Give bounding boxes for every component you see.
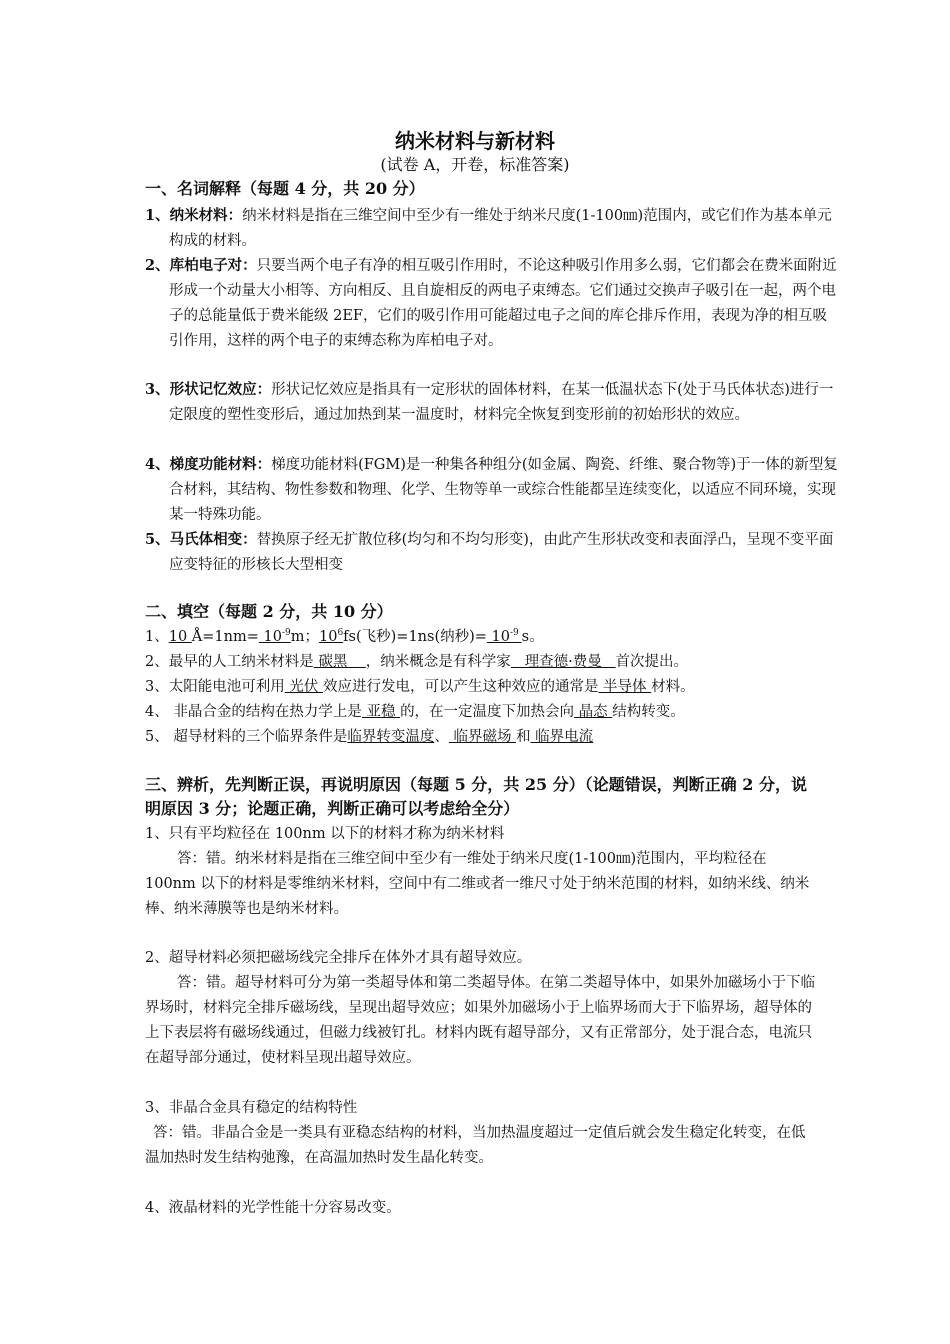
definition-term: 3、形状记忆效应： (145, 381, 272, 398)
definition-text: 只要当两个电子有净的相互吸引作用时，不论这种吸引作用多么弱，它们都会在费米面附近形成一个动量大小相等、方向相反、且自旋相反的两电子束缚态。它们通过交换声子吸引在一起，两个电子的总能量低于费米能级 2EF，它们的吸引作用可能超过电子之间的库仑排斥作用，表现为净的相互吸引作用，这样的两个电子的束缚态称为库柏电子对。 (169, 258, 837, 349)
section-1-heading: 一、名词解释（每题 4 分，共 20 分） (145, 179, 425, 198)
exponent: 6 (337, 628, 344, 639)
judgement-answer: 答：错。纳米材料是指在三维空间中至少有一维处于纳米尺度(1-100㎚)范围内，平均粒径在 100nm 以下的材料是零维纳米材料，空间中有二维或者一维尺寸处于纳米范围的材料，如纳米线、纳米棒、纳米薄膜等也是纳米材料。 (145, 851, 810, 917)
fill-blank-question (145, 625, 817, 650)
answer-value: 10 (258, 629, 282, 645)
answer-blank: 晶态 (574, 704, 613, 720)
question-text: 首次提出。 (615, 654, 689, 670)
definition-item (145, 452, 841, 528)
answer-blank (487, 629, 522, 645)
question-text: m； (290, 629, 319, 645)
question-text: 1、 (145, 629, 169, 645)
question-text: 的，在一定温度下加热会向 (400, 704, 575, 720)
answer-blank: 10 (168, 629, 192, 645)
question-text: 材料。 (651, 679, 695, 695)
definition-term: 5、马氏体相变： (145, 531, 257, 548)
judgement-question: 3、非晶合金具有稳定的结构特性 (145, 1100, 358, 1116)
judgement-question: 1、只有平均粒径在 100nm 以下的材料才称为纳米材料 (145, 826, 505, 842)
definition-term: 2、库柏电子对： (145, 257, 257, 274)
definition-term: 1、纳米材料： (145, 207, 243, 224)
question-text: 效应进行发电，可以产生这种效应的通常是 (322, 679, 599, 695)
answer-value: 10 (318, 629, 338, 645)
answer-blank: 亚稳 (361, 704, 401, 720)
answer-blank: 半导体 (598, 679, 652, 695)
answer-blank: 光伏 (284, 679, 323, 695)
answer-blank: 理查德·费曼 (510, 654, 616, 670)
definition-text: 形状记忆效应是指具有一定形状的固体材料，在某一低温状态下(处于马氏体状态)进行一定限度的塑性变形后，通过加热到某一温度时，材料完全恢复到变形前的初始形状的效应。 (169, 382, 834, 423)
definition-item (145, 203, 841, 254)
section-2-heading: 二、填空（每题 2 分，共 10 分） (145, 602, 393, 621)
question-text: 、 (434, 729, 449, 745)
question-text: 结构转变。 (612, 704, 685, 720)
fill-blank-question (145, 700, 817, 725)
question-text: 3、太阳能电池可利用 (145, 679, 285, 695)
definition-item (145, 377, 841, 428)
answer-blank (259, 629, 291, 645)
question-text: 5、 超导材料的三个临界条件是 (145, 729, 348, 745)
question-text: 4、 非晶合金的结构在热力学上是 (145, 704, 362, 720)
judgement-answer: 答：错。超导材料可分为第一类超导体和第二类超导体。在第二类超导体中，如果外加磁场小于下临界场时，材料完全排斥磁场线，呈现出超导效应；如果外加磁场小于上临界场而大于下临界场，超导体的上下表层将有磁场线通过，但磁力线被钉扎。材料内既有超导部分，又有正常部分，处于混合态，电流只在超导部分通过，使材料呈现出超导效应。 (145, 975, 815, 1066)
definition-text: 梯度功能材料(FGM)是一种集各种组分(如金属、陶瓷、纤维、聚合物等)于一体的新型复合材料，其结构、物性参数和物理、化学、生物等单一或综合性能都呈连续变化，以适应不同环境，实现某一特殊功能。 (169, 457, 838, 523)
fill-blank-question (145, 675, 817, 700)
definition-item (145, 527, 841, 578)
judgement-question: 4、液晶材料的光学性能十分容易改变。 (145, 1200, 401, 1216)
definition-text: 纳米材料是指在三维空间中至少有一维处于纳米尺度(1-100㎚)范围内，或它们作为基本单元构成的材料。 (169, 208, 832, 249)
question-text: s。 (521, 629, 544, 645)
answer-blank: 临界转变温度 (347, 729, 435, 745)
fill-blank-question (145, 650, 817, 675)
question-text: 和 (516, 729, 531, 745)
answer-blank: 临界磁场 (448, 729, 517, 745)
judgement-answer: 答：错。非晶合金是一类具有亚稳态结构的材料，当加热温度超过一定值后就会发生稳定化转变，在低温加热时发生结构弛豫，在高温加热时发生晶化转变。 (145, 1125, 806, 1166)
exponent: -9 (509, 628, 522, 639)
question-text: Å=1nm= (191, 629, 259, 645)
judgement-question: 2、超导材料必须把磁场线完全排斥在体外才具有超导效应。 (145, 950, 532, 966)
definition-item (145, 253, 841, 354)
question-text: 2、最早的人工纳米材料是 (145, 654, 314, 670)
definition-text: 替换原子经无扩散位移(均匀和不均匀形变)，由此产生形状改变和表面浮凸，呈现不变平面应变特征的形核长大型相变 (169, 532, 834, 573)
question-text: fs(飞秒)=1ns(纳秒)= (343, 629, 487, 645)
question-text: ，纳米概念是有科学家 (365, 654, 511, 670)
section-3-heading: 三、辨析，先判断正误，再说明原因（每题 5 分，共 25 分）（论题错误，判断正确 2 分，说明原因 3 分；论题正确，判断正确可以考虑给全分） (145, 775, 807, 818)
fill-blank-question (145, 725, 817, 750)
answer-value: 10 (486, 629, 510, 645)
answer-blank: 临界电流 (530, 729, 594, 745)
document-title: 纳米材料与新材料 (395, 129, 555, 153)
exponent: -9 (281, 628, 291, 639)
document-subtitle: (试卷 A，开卷，标准答案) (380, 155, 570, 174)
definition-term: 4、梯度功能材料： (145, 456, 272, 473)
answer-blank (319, 629, 343, 645)
answer-blank: 碳黑 (313, 654, 366, 670)
